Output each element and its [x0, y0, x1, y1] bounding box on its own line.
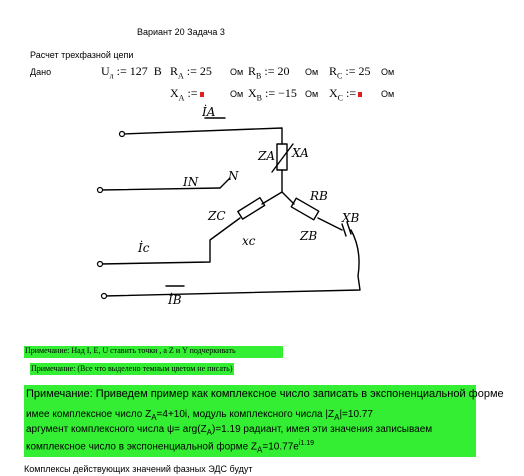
- note-3-line-2: имее комплексное число $Z_A=4+10i$, модуль комплексного числа $|Z_A|=10.77$: [26, 409, 373, 422]
- var-xc[interactable]: $X_C$ :=: [329, 86, 362, 102]
- reactance-xa: [272, 144, 293, 172]
- footer-text: Комплексы действующих значений фазных ЭДС будут: [24, 464, 253, 474]
- var-rc: $R_C$ := 25: [329, 64, 371, 81]
- wire-zc: [262, 192, 282, 204]
- terminal-a: [120, 132, 125, 137]
- note-3-line-4: комплексное число в экспоненциальной форме $Z_A=10.77e^{i1.19}$: [26, 440, 315, 455]
- wire-a: [122, 128, 282, 144]
- label-zc: ZC: [208, 209, 226, 223]
- label-xc: xc: [242, 234, 256, 248]
- terminal-b: [102, 294, 107, 299]
- section-subtitle: Расчет трехфазной цепи: [30, 50, 134, 60]
- label-zb: ZB: [300, 229, 318, 243]
- wire-zb: [282, 192, 294, 204]
- note-3-line-1: Примечание: Приведем пример как комплексное число записать в экспоненциальной форме: [26, 388, 504, 400]
- resistor-zc: [238, 198, 265, 219]
- empty-placeholder-marker[interactable]: [358, 92, 362, 97]
- label-n: N: [228, 169, 239, 183]
- terminal-c: [98, 262, 103, 267]
- circuit-diagram: [80, 100, 380, 315]
- given-label: Дано: [30, 67, 52, 77]
- var-xa[interactable]: $X_A$ :=: [170, 86, 204, 102]
- var-ra: $R_A$ := 25: [170, 64, 212, 81]
- unit-xb: Ом: [305, 89, 319, 99]
- label-xa: XA: [292, 146, 309, 160]
- var-u-line: $U_л$ := 127 В: [101, 64, 162, 81]
- label-xb: XB: [342, 211, 360, 225]
- wire-c: [100, 218, 240, 264]
- wire-xb: [318, 218, 342, 230]
- unit-xc: Ом: [381, 89, 395, 99]
- unit-xa: Ом: [230, 89, 244, 99]
- note-2: Примечание: (Все что выделено темным цветом не писать): [31, 364, 233, 373]
- resistor-za: [277, 144, 287, 170]
- unit-rc: Ом: [381, 67, 395, 77]
- terminal-n: [98, 188, 103, 193]
- label-ic: İc: [138, 241, 150, 255]
- note-3-line-3: аргумент комплексного числа $\psi= arg(Z_A)=1.19$ радиант, имея эти значения записываем: [26, 424, 433, 437]
- unit-ra: Ом: [230, 67, 244, 77]
- note-1: Примечание: Над I, E, U ставить точки , а Z и Y подчеркивать: [25, 346, 236, 355]
- label-rb: RB: [310, 189, 328, 203]
- label-ia: İA: [202, 105, 216, 119]
- empty-placeholder-marker[interactable]: [200, 92, 204, 97]
- label-in: IN: [183, 175, 199, 189]
- wire-neutral: [100, 188, 220, 190]
- label-za: ZA: [258, 149, 276, 163]
- page-title: Вариант 20 Задача 3: [137, 27, 225, 37]
- var-xb: $X_B$ := −15: [248, 86, 297, 103]
- unit-rb: Ом: [305, 67, 319, 77]
- var-rb: $R_B$ := 20: [248, 64, 290, 81]
- label-ib: İB: [168, 293, 182, 307]
